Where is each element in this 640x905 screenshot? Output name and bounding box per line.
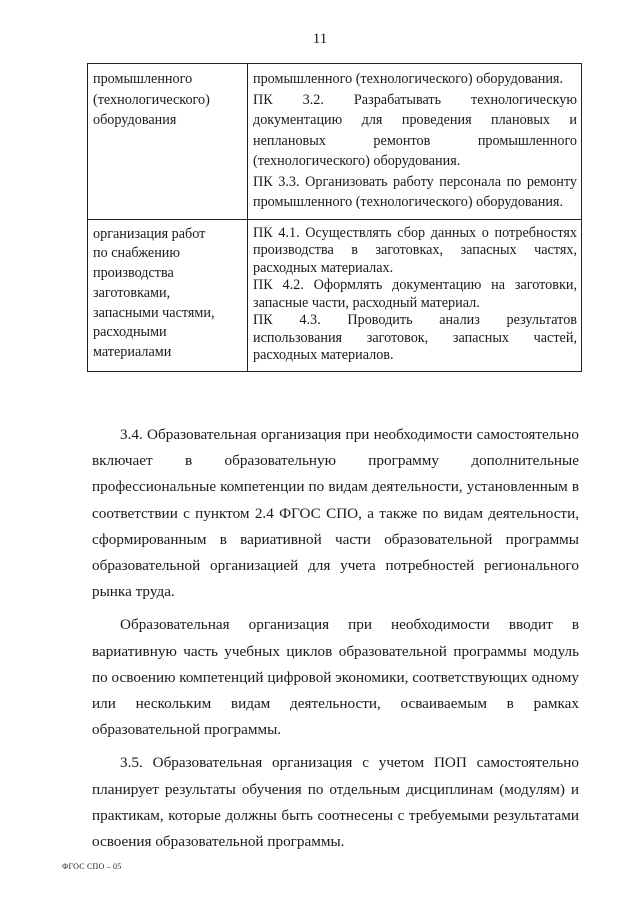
competency-text: ПК 4.3. Проводить анализ результатов использования заготовок, запасных частей, расходных материалов. [253,312,577,363]
competencies-cell [248,64,582,220]
paragraph: Образовательная организация при необходимости вводит в вариативную часть учебных циклов образовательной программы модуль по освоению компетенций цифровой экономики, соответствующих одному или нескольким видам деятельности, осваиваемым в рамках образовательной программы. [92,616,579,739]
activity-cell [88,64,248,220]
competency-text: ПК 3.2. Разрабатывать технологическую документацию для проведения плановых и неплановых ремонтов промышленного (технологического) оборудования. [253,91,577,169]
paragraph: 3.4. Образовательная организация при необходимости самостоятельно включает в образовательную программу дополнительные профессиональные компетенции по видам деятельности, установленным в соответствии с пунктом 2.4 ФГОС СПО, а также по видам деятельности, сформированным в вариативной части образовательной программы образовательной организацией для учета потребностей регионального рынка труда. [92,426,579,601]
activity-line: (технологического) [93,91,210,108]
activity-line: организация работ [93,225,206,242]
activity-line: заготовками, [93,284,171,301]
activity-line: по снабжению [93,245,180,262]
footer-label: ФГОС СПО – 05 [62,862,122,871]
competencies-table [87,63,582,372]
activity-line: производства [93,265,174,282]
activity-cell [88,219,248,371]
activity-line: оборудования [93,112,177,128]
activity-line: запасными частями, [93,304,215,321]
competency-text: ПК 3.3. Организовать работу персонала по ремонту промышленного (технологического) оборудования. [253,173,577,210]
paragraph: 3.5. Образовательная организация с учетом ПОП самостоятельно планирует результаты обучения по отдельным дисциплинам (модулям) и практикам, которые должны быть соотнесены с требуемыми результатами освоения образовательной программы. [92,754,579,851]
activity-line: расходными [93,324,167,341]
table-row [88,64,582,220]
table-row [88,219,582,371]
competency-text: ПК 4.2. Оформлять документацию на заготовки, запасные части, расходный материал. [253,277,577,311]
body-text [92,422,579,862]
competencies-cell [248,219,582,371]
competency-text: промышленного (технологического) оборудования. [253,71,563,87]
page-number: 11 [312,31,328,47]
competency-text: ПК 4.1. Осуществлять сбор данных о потребностях производства в заготовках, запасных частях, расходных материалах. [253,224,577,276]
activity-line: материалами [93,344,172,361]
activity-line: промышленного [93,71,193,87]
